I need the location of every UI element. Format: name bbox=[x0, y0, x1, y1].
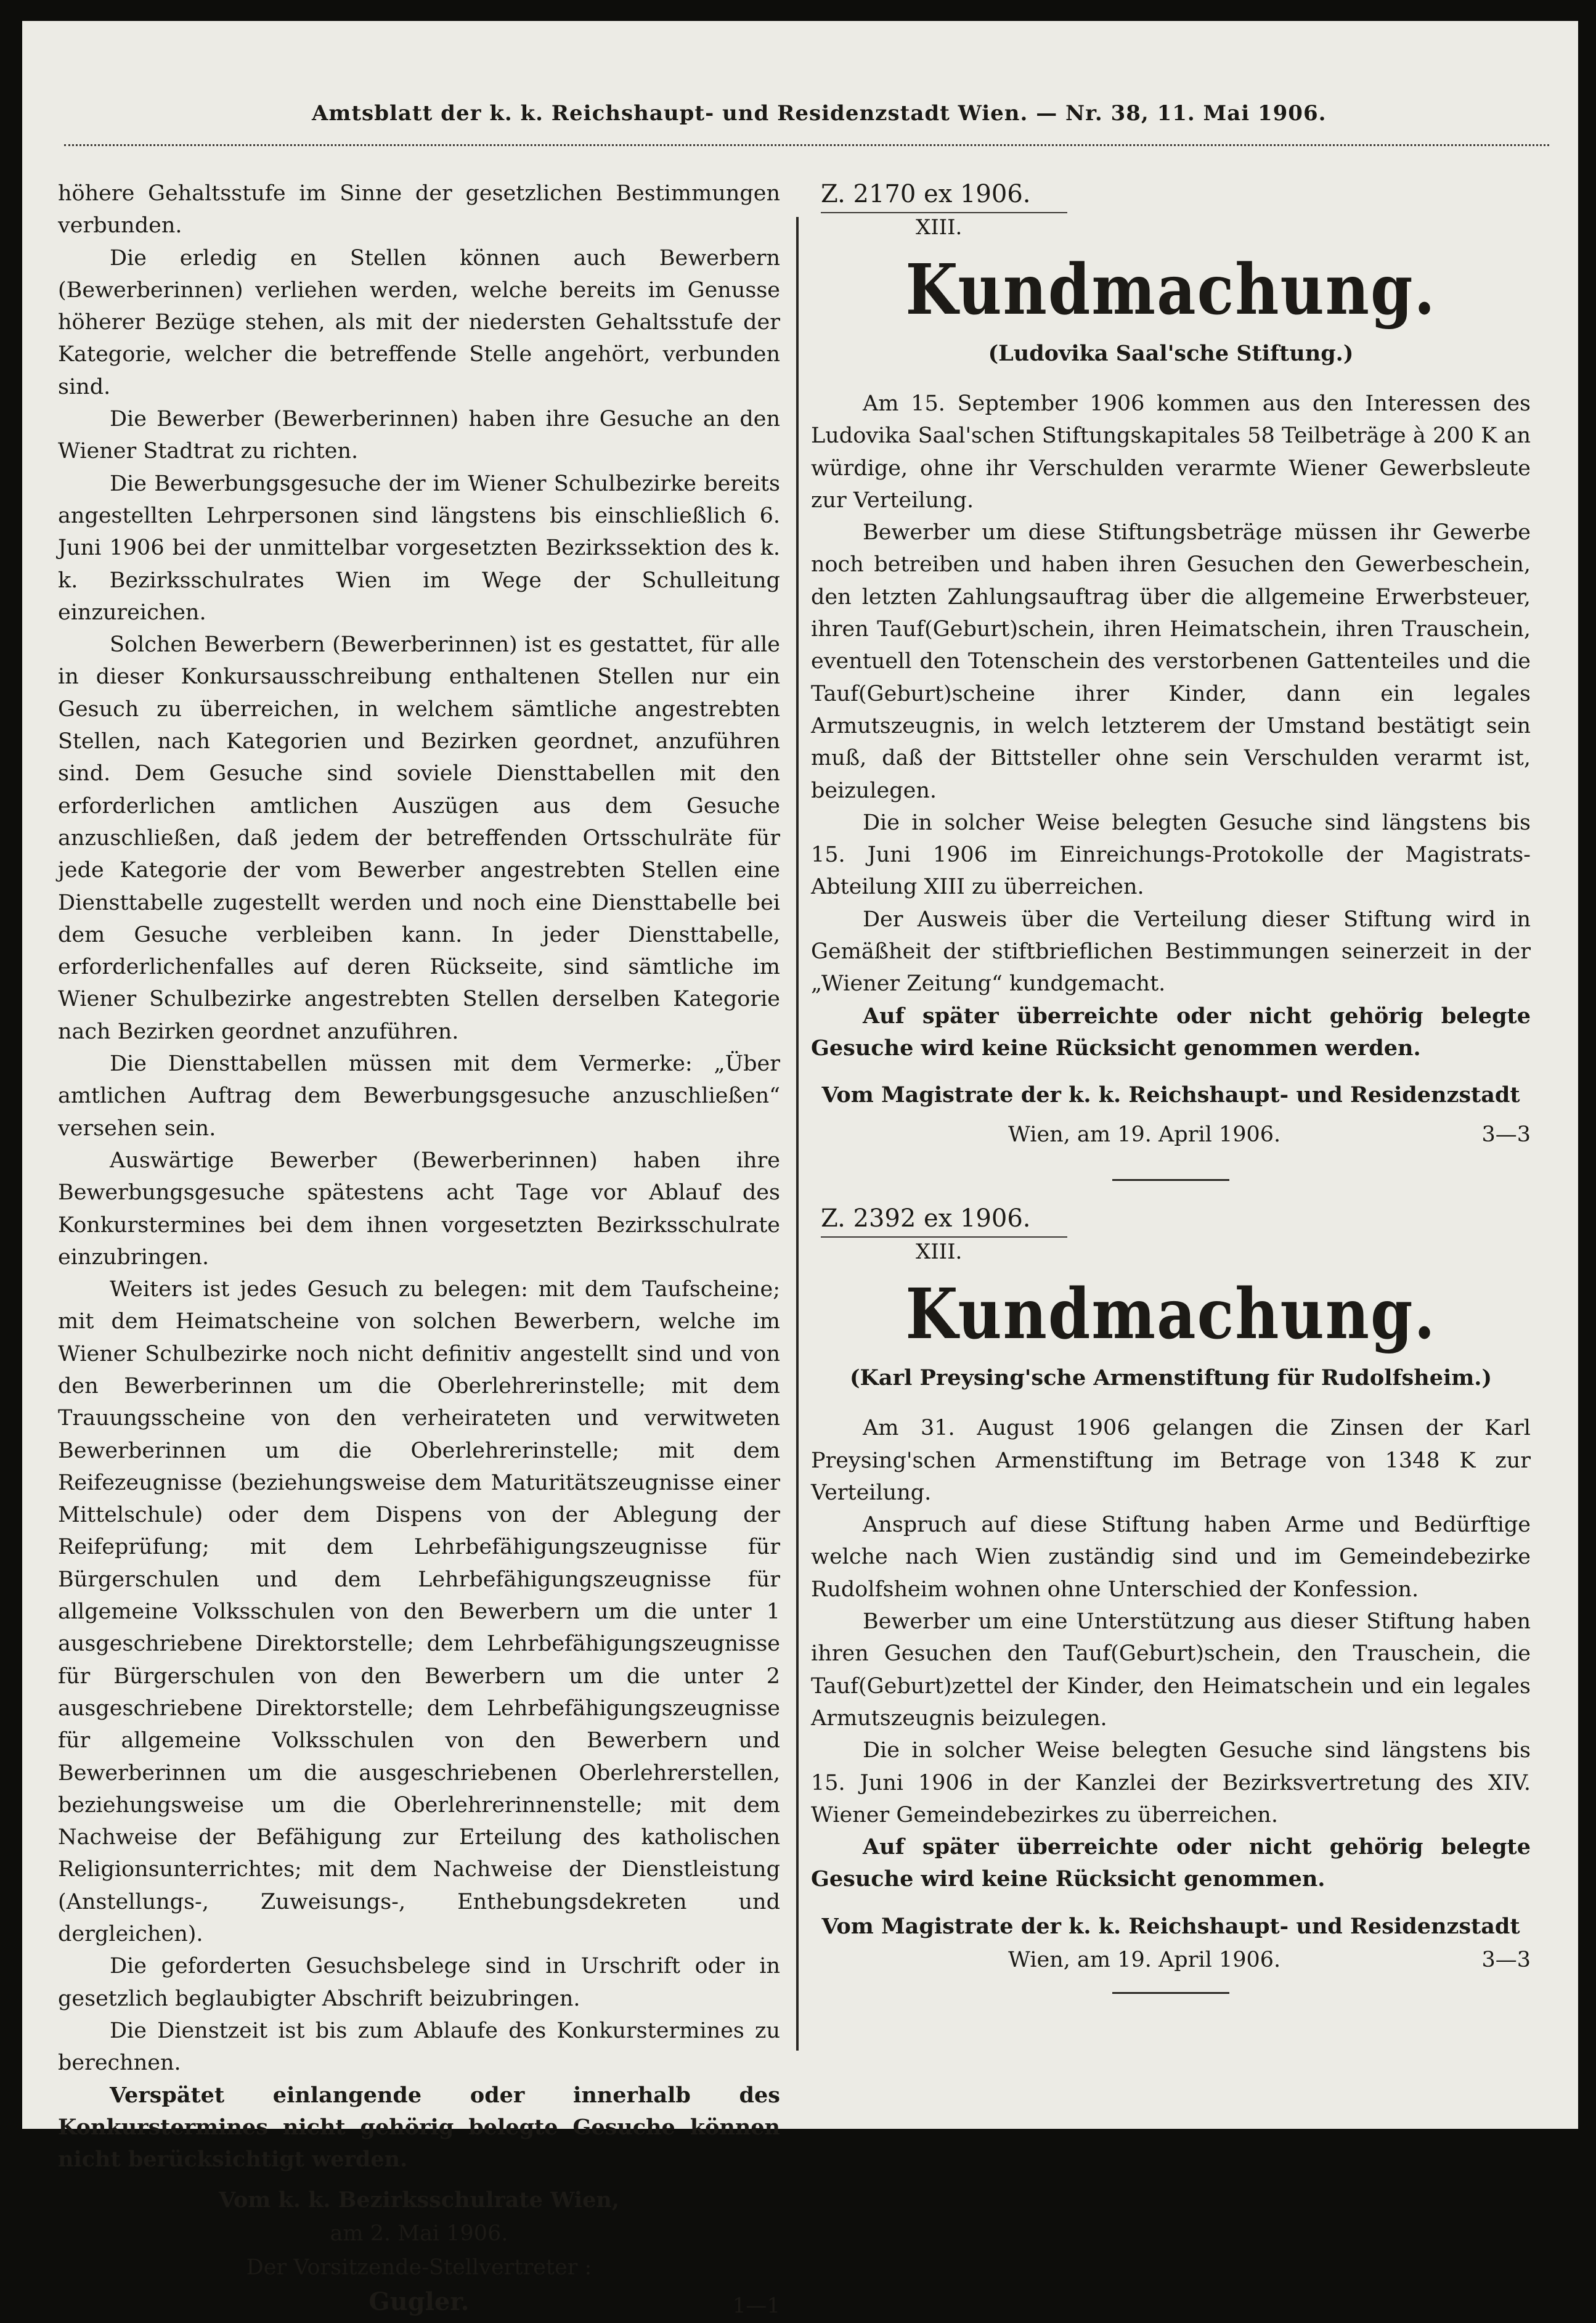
paragraph: Die geforderten Gesuchsbelege sind in Urschrift oder in gesetzlich beglaubigter Abschrift beizubringen. bbox=[58, 1954, 780, 2011]
notice-1-paragraphs bbox=[811, 388, 1531, 1064]
page-header: Amtsblatt der k. k. Reichshaupt- und Residenzstadt Wien. — Nr. 38, 11. Mai 1906. bbox=[312, 101, 1327, 126]
notice-1-code: 3—3 bbox=[1481, 1122, 1531, 1148]
left-signature-code: 1—1 bbox=[732, 2293, 780, 2319]
notice-2-code: 3—3 bbox=[1481, 1947, 1531, 1972]
paragraph: Weiters ist jedes Gesuch zu belegen: mit dem Taufscheine; mit dem Heimatscheine von solchen Bewerbern, welche im Wiener Schulbezirke noch nicht definitiv angestellt sind und von den Bewerberinnen um die Oberlehrerinstelle; mit dem Trauungsscheine von den verheirateten und verwitweten Bewerberinnen um die Oberlehrerinstelle; mit dem Reifezeugnisse (beziehungsweise dem Maturitätszeugnisse einer Mittelschule) oder dem Dispens von der Ablegung der Reifeprüfung; mit dem Lehrbefähigungszeugnisse für Bürgerschulen und dem Lehrbefähigungszeugnisse für allgemeine Volksschulen von den Bewerbern um die unter 1 ausgeschriebene Direktorstelle; dem Lehrbefähigungszeugnisse für Bürgerschulen von den Bewerbern um die unter 2 ausgeschriebene Direktorstelle; dem Lehrbefähigungszeugnisse für allgemeine Volksschulen von den Bewerbern und Bewerberinnen um die ausgeschriebenen Oberlehrerstellen, beziehungsweise um die Oberlehrerinnenstelle; mit dem Nachweise der Befähigung zur Erteilung des katholischen Religionsunterrichtes; mit dem Nachweise der Dienstleistung (Anstellungs-, Zuweisungs-, Enthebungsdekreten und dergleichen). bbox=[58, 1277, 780, 1947]
paragraph: Auf später überreichte oder nicht gehörig belegte Gesuche wird keine Rücksicht genommen. bbox=[811, 1834, 1531, 1892]
notice-2-date: Wien, am 19. April 1906. bbox=[1008, 1947, 1281, 1972]
left-column bbox=[58, 178, 780, 2323]
paragraph: Auswärtige Bewerber (Bewerberinnen) haben ihre Bewerbungsgesuche spätestens acht Tage vor Ablauf des Konkurstermines bei dem ihnen vorgesetzten Bezirksschulrate einzubringen. bbox=[58, 1148, 780, 1270]
left-column-paragraphs bbox=[58, 178, 780, 2176]
notice-2-paragraphs bbox=[811, 1412, 1531, 1895]
notice-1-date-row bbox=[811, 1118, 1531, 1152]
paragraph: Solchen Bewerbern (Bewerberinnen) ist es gestattet, für alle in dieser Konkursausschreibung enthaltenen Stellen nur ein Gesuch zu überreichen, in welchem sämtliche angestrebten Stellen, nach Kategorien und Bezirken geordnet, anzuführen sind. Dem Gesuche sind soviele Diensttabellen mit den erforderlichen amtlichen Auszügen aus dem Gesuche anzuschließen, daß jedem der betreffenden Ortsschulräte für jede Kategorie der vom Bewerber angestrebten Stellen eine Diensttabelle zugestellt werden und noch eine Diensttabelle bei dem Gesuche verbleiben kann. In jeder Diensttabelle, erforderlichenfalles auf deren Rückseite, sind sämtliche im Wiener Schulbezirke angestrebten Stellen derselben Kategorie nach Bezirken geordnet anzuführen. bbox=[58, 632, 780, 1044]
notice-1-reference: Z. 2170 ex 1906. bbox=[821, 180, 1031, 208]
end-rule bbox=[1112, 1992, 1229, 1994]
notice-2 bbox=[811, 1202, 1531, 1993]
right-column bbox=[811, 178, 1531, 1994]
notice-1-section: XIII. bbox=[916, 215, 963, 240]
notice-1-authority: Vom Magistrate der k. k. Reichshaupt- und Residenzstadt bbox=[821, 1082, 1520, 1108]
paragraph: Die in solcher Weise belegten Gesuche sind längstens bis 15. Juni 1906 in der Kanzlei der Bezirksvertretung des XIV. Wiener Gemeindebezirkes zu überreichen. bbox=[811, 1738, 1531, 1827]
column-divider bbox=[796, 217, 799, 2051]
paragraph: Am 31. August 1906 gelangen die Zinsen der Karl Preysing'schen Armenstiftung im Betrage von 1348 K zur Verteilung. bbox=[811, 1416, 1531, 1505]
notice-2-section: XIII. bbox=[916, 1239, 963, 1265]
paragraph: Bewerber um diese Stiftungsbeträge müssen ihr Gewerbe noch betreiben und haben ihren Gesuchen den Gewerbeschein, den letzten Zahlungsauftrag über die allgemeine Erwerbsteuer, ihren Tauf(Geburt)schein, ihren Heimatschein, ihren Trauschein, eventuell den Totenschein des verstorbenen Gattenteiles und die Tauf(Geburt)scheine ihrer Kinder, dann ein legales Armutszeugnis, in welch letzterem der Umstand bestätigt sein muß, daß der Bittsteller ohne sein Verschulden verarmt ist, beizulegen. bbox=[811, 520, 1531, 803]
paragraph: Auf später überreichte oder nicht gehörig belegte Gesuche wird keine Rücksicht genommen werden. bbox=[811, 1003, 1531, 1061]
paragraph: Die Dienstzeit ist bis zum Ablaufe des Konkurstermines zu berechnen. bbox=[58, 2018, 780, 2076]
paragraph: Verspätet einlangende oder innerhalb des Konkurstermines nicht gehörig belegte Gesuche können nicht berücksichtigt werden. bbox=[58, 2082, 780, 2173]
paragraph: Am 15. September 1906 kommen aus den Interessen des Ludovika Saal'schen Stiftungskapitales 58 Teilbeträge à 200 K an würdige, ohne ihr Verschulden verarmte Wiener Gewerbsleute zur Verteilung. bbox=[811, 391, 1531, 513]
paragraph: höhere Gehaltsstufe im Sinne der gesetzlichen Bestimmungen verbunden. bbox=[58, 181, 780, 239]
notice-2-authority: Vom Magistrate der k. k. Reichshaupt- und Residenzstadt bbox=[821, 1913, 1520, 1939]
notice-2-subtitle: (Karl Preysing'sche Armenstiftung für Rudolfsheim.) bbox=[849, 1365, 1492, 1391]
paragraph: Die erledig en Stellen können auch Bewerbern (Bewerberinnen) verliehen werden, welche bereits im Genusse höherer Bezüge stehen, als mit der niedersten Gehaltsstufe der Kategorie, welcher die betreffende Stelle angehört, verbunden sind. bbox=[58, 245, 780, 399]
notice-2-reference: Z. 2392 ex 1906. bbox=[821, 1204, 1031, 1233]
notice-1 bbox=[811, 178, 1531, 1181]
paragraph: Anspruch auf diese Stiftung haben Arme und Bedürftige welche nach Wien zuständig sind und im Gemeindebezirke Rudolfsheim wohnen ohne Unterschied der Konfession. bbox=[811, 1513, 1531, 1602]
paragraph: Die Bewerber (Bewerberinnen) haben ihre Gesuche an den Wiener Stadtrat zu richten. bbox=[58, 407, 780, 464]
left-signature-name: Gugler. bbox=[368, 2287, 470, 2317]
notice-1-date: Wien, am 19. April 1906. bbox=[1008, 1122, 1281, 1148]
notice-2-title: Kundmachung. bbox=[905, 1273, 1436, 1355]
newspaper-page bbox=[22, 21, 1578, 2319]
notice-2-date-row bbox=[811, 1943, 1531, 1977]
left-signature-authority: Vom k. k. Bezirksschulrate Wien, bbox=[219, 2187, 619, 2213]
left-signature-role: Der Vorsitzende-Stellvertreter : bbox=[246, 2255, 592, 2280]
notice-1-title: Kundmachung. bbox=[905, 249, 1436, 331]
left-signature-date: am 2. Mai 1906. bbox=[330, 2221, 508, 2247]
paragraph: Die in solcher Weise belegten Gesuche sind längstens bis 15. Juni 1906 im Einreichungs-Protokolle der Magistrats-Abteilung XIII zu überreichen. bbox=[811, 810, 1531, 900]
paragraph: Die Bewerbungsgesuche der im Wiener Schulbezirke bereits angestellten Lehrpersonen sind längstens bis einschließlich 6. Juni 1906 bei der unmittelbar vorgesetzten Bezirkssektion des k. k. Bezirksschulrates Wien im Wege der Schulleitung einzureichen. bbox=[58, 471, 780, 625]
paragraph: Die Diensttabellen müssen mit dem Vermerke: „Über amtlichen Auftrag dem Bewerbungsgesuche anzuschließen“ versehen sein. bbox=[58, 1051, 780, 1141]
paragraph: Bewerber um eine Unterstützung aus dieser Stiftung haben ihren Gesuchen den Tauf(Geburt)schein, den Trauschein, die Tauf(Geburt)zettel der Kinder, den Heimatschein und ein legales Armutszeugnis beizulegen. bbox=[811, 1609, 1531, 1731]
notice-1-subtitle: (Ludovika Saal'sche Stiftung.) bbox=[988, 341, 1354, 366]
paragraph: Der Ausweis über die Verteilung dieser Stiftung wird in Gemäßheit der stiftbrieflichen Bestimmungen seinerzeit in der „Wiener Zeitung“ kundgemacht. bbox=[811, 907, 1531, 997]
header-rule bbox=[64, 144, 1549, 146]
